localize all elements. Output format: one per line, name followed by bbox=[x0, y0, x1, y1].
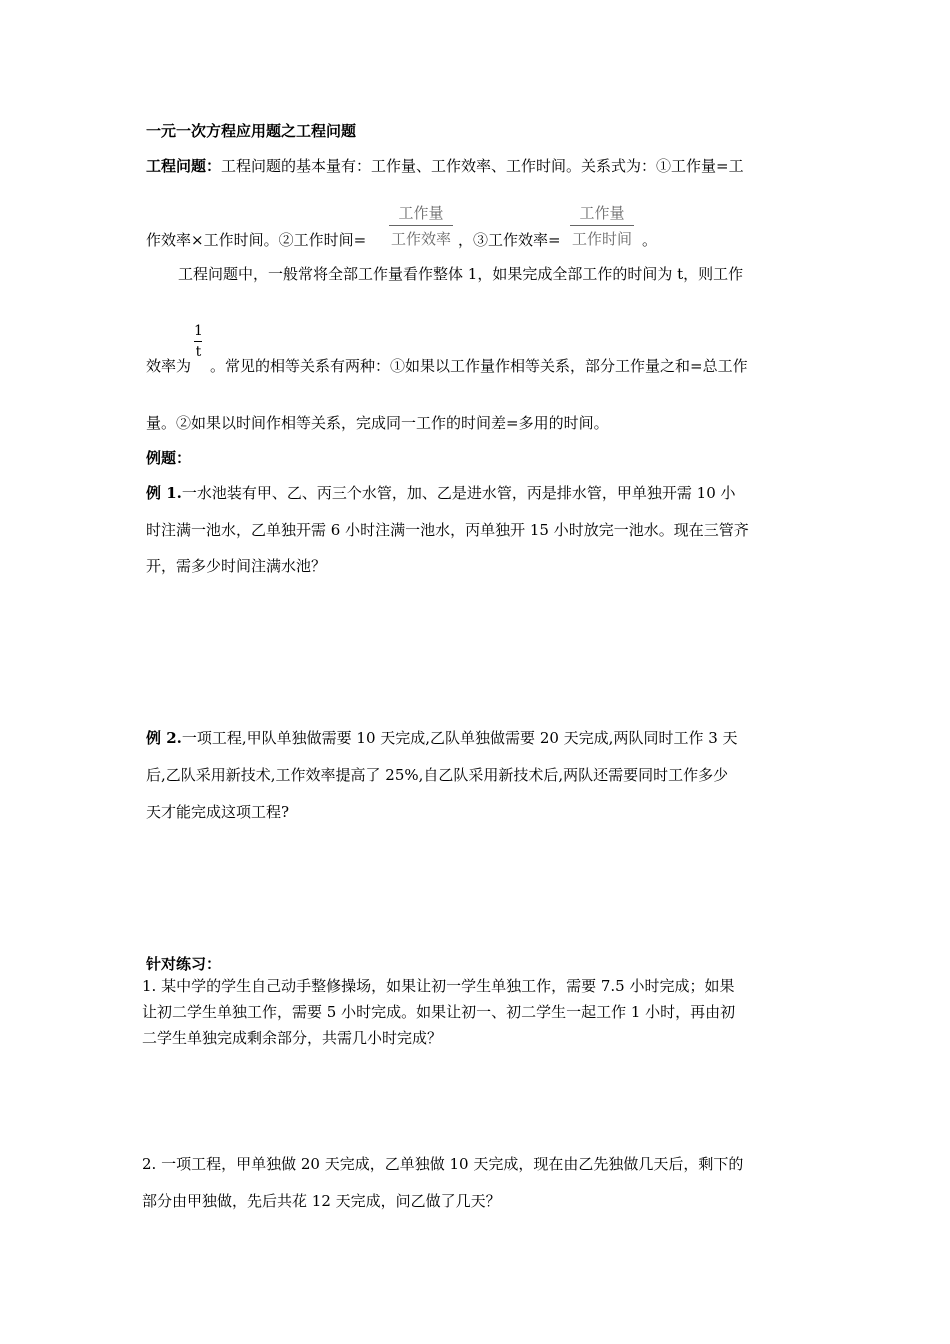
fraction-bar bbox=[570, 225, 634, 226]
intro-para2-line-3: 量。②如果以时间作相等关系，完成同一工作的时间差=多用的时间。 bbox=[146, 414, 609, 432]
intro-text-2c: 。 bbox=[642, 231, 658, 249]
intro-line-1 bbox=[146, 155, 744, 176]
intro-line-2b bbox=[458, 229, 561, 250]
intro-para2-line-1: 工程问题中，一般常将全部工作量看作整体 1，如果完成全部工作的时间为 t，则工作 bbox=[178, 265, 744, 283]
fraction-numerator: 工作量 bbox=[398, 204, 444, 222]
intro-label: 工程问题： bbox=[146, 157, 222, 175]
fraction-numerator: 1 bbox=[194, 323, 203, 339]
fraction-one-over-t bbox=[194, 323, 203, 360]
intro-text-1: 工程问题的基本量有：工作量、工作效率、工作时间。关系式为：①工作量=工 bbox=[221, 157, 744, 175]
example1-line-3: 开，需多少时间注满水池？ bbox=[146, 557, 327, 575]
examples-heading: 例题： bbox=[146, 449, 192, 467]
example2-label: 例 2. bbox=[146, 729, 182, 747]
example2-line-2: 后,乙队采用新技术,工作效率提高了 25%,自乙队采用新技术后,两队还需要同时工作多少 bbox=[146, 766, 729, 784]
intro-text-2a: 作效率×工作时间。②工作时间= bbox=[146, 231, 367, 249]
intro-para2-line-2a: 效率为 bbox=[146, 357, 192, 375]
example1-line-2: 时注满一池水，乙单独开需 6 小时注满一池水，丙单独开 15 小时放完一池水。现在三管齐 bbox=[146, 521, 749, 539]
practice2-line-2: 部分由甲独做，先后共花 12 天完成，问乙做了几天？ bbox=[142, 1192, 501, 1210]
page-title: 一元一次方程应用题之工程问题 bbox=[146, 122, 357, 140]
fraction-denominator: t bbox=[195, 344, 202, 360]
fraction-denominator: 工作效率 bbox=[391, 230, 452, 248]
practice2-line-1: 2. 一项工程，甲单独做 20 天完成，乙单独做 10 天完成，现在由乙先独做几天后，剩下的 bbox=[142, 1155, 744, 1173]
fraction-work-time bbox=[389, 202, 453, 249]
practice-heading: 针对练习： bbox=[146, 955, 222, 973]
example1-text-1: 一水池装有甲、乙、丙三个水管，加、乙是进水管，丙是排水管，甲单独开需 10 小 bbox=[181, 484, 736, 502]
intro-line-2 bbox=[146, 229, 366, 250]
fraction-denominator: 工作时间 bbox=[572, 230, 633, 248]
example1-label: 例 1. bbox=[146, 484, 182, 502]
fraction-bar bbox=[389, 225, 453, 226]
practice1-line-3: 二学生单独完成剩余部分，共需几小时完成？ bbox=[142, 1029, 443, 1047]
example2-line-3: 天才能完成这项工程? bbox=[146, 803, 290, 821]
example1-line-1 bbox=[146, 482, 736, 503]
intro-text-2b: ，③工作效率= bbox=[458, 231, 561, 249]
example2-line-1 bbox=[146, 727, 738, 748]
practice1-line-2: 让初二学生单独工作，需要 5 小时完成。如果让初一、初二学生一起工作 1 小时，再由初 bbox=[142, 1003, 736, 1021]
practice1-line-1: 1. 某中学的学生自己动手整修操场，如果让初一学生单独工作，需要 7.5 小时完成；如果 bbox=[142, 977, 735, 995]
fraction-efficiency bbox=[570, 202, 634, 249]
fraction-bar bbox=[194, 341, 202, 342]
intro-para2-line-2b: 。常见的相等关系有两种：①如果以工作量作相等关系，部分工作量之和=总工作 bbox=[210, 357, 748, 375]
fraction-numerator: 工作量 bbox=[579, 204, 625, 222]
intro-line-2c bbox=[642, 229, 657, 250]
example2-text-1: 一项工程,甲队单独做需要 10 天完成,乙队单独做需要 20 天完成,两队同时工作 3 天 bbox=[181, 729, 738, 747]
